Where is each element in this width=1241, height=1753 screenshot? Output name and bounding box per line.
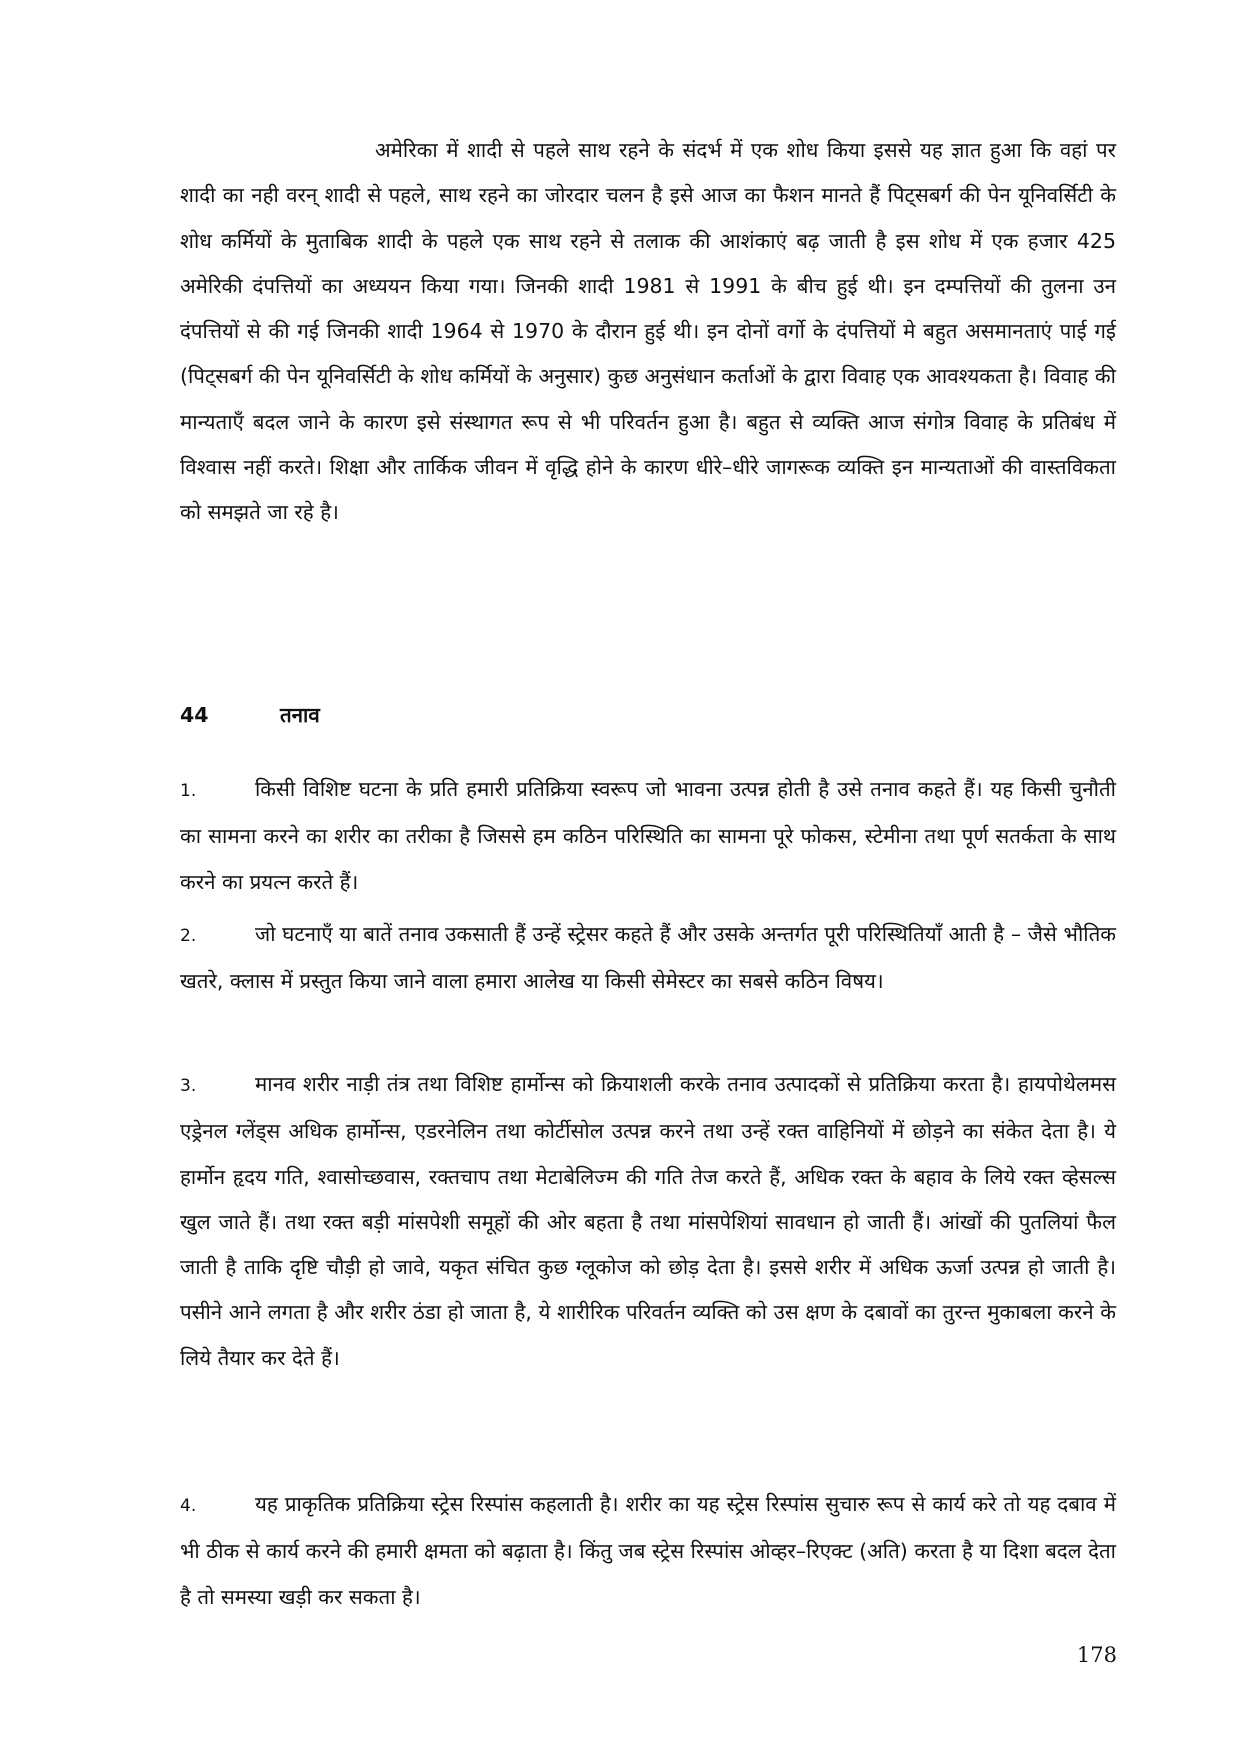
list-item-4	[180, 1482, 1116, 1620]
list-item-number: 1.	[180, 781, 197, 801]
list-item-text: किसी विशिष्ट घटना के प्रति हमारी प्रतिक्रिया स्वरूप जो भावना उत्पन्न होती है उसे तनाव कहते हैं। यह किसी चुनौती का सामना करने का शरीर का तरीका है जिससे हम कठिन परिस्थिति का सामना पूरे फोकस, स्टेमीना तथा पूर्ण सतर्कता के साथ करने का प्रयत्न करते हैं।	[180, 777, 1116, 894]
list-item-text: मानव शरीर नाड़ी तंत्र तथा विशिष्ट हार्मोन्स को क्रियाशली करके तनाव उत्पादकों से प्रतिक्रिया करता है। हायपोथेलमस एड्रेनल ग्लेंड्स अधिक हार्मोन्स, एडरनेलिन तथा कोर्टीसोल उत्पन्न करने तथा उन्हें रक्त वाहिनियों में छोड़ने का संकेत देता है। ये हार्मोन हृदय गति, श्वासोच्छवास, रक्तचाप तथा मेटाबेलिज्म की गति तेज करते हैं, अधिक रक्त के बहाव के लिये रक्त व्हेसल्स खुल जाते हैं। तथा रक्त बड़ी मांसपेशी समूहों की ओर बहता है तथा मांसपेशियां सावधान हो जाती हैं। आंखों की पुतलियां फैल जाती है ताकि दृष्टि चौड़ी हो जावे, यकृत संचित कुछ ग्लूकोज को छोड़ देता है। इससे शरीर में अधिक ऊर्जा उत्पन्न हो जाती है। पसीने आने लगता है और शरीर ठंडा हो जाता है, ये शारीरिक परिवर्तन व्यक्ति को उस क्षण के दबावों का तुरन्त मुकाबला करने के लिये तैयार कर देते हैं।	[180, 1072, 1116, 1370]
list-item-number: 2.	[180, 926, 197, 946]
list-item-text: यह प्राकृतिक प्रतिक्रिया स्ट्रेस रिस्पांस कहलाती है। शरीर का यह स्ट्रेस रिस्पांस सुचारु रूप से कार्य करे तो यह दबाव में भी ठीक से कार्य करने की हमारी क्षमता को बढ़ाता है। किंतु जब स्ट्रेस रिस्पांस ओव्हर–रिएक्ट (अति) करता है या दिशा बदल देता है तो समस्या खड़ी कर सकता है।	[180, 1492, 1116, 1609]
section-number: 44	[180, 703, 209, 727]
section-title: तनाव	[280, 703, 320, 727]
list-item-2	[180, 912, 1116, 1005]
section-heading	[180, 697, 320, 733]
page-number: 178	[1076, 1643, 1117, 1667]
list-item-number: 4.	[180, 1496, 197, 1516]
list-item-text: जो घटनाएँ या बातें तनाव उकसाती हैं उन्हें स्ट्रेसर कहते हैं और उसके अन्तर्गत पूरी परिस्थितियाँ आती है – जैसे भौतिक खतरे, क्लास में प्रस्तुत किया जाने वाला हमारा आलेख या किसी सेमेस्टर का सबसे कठिन विषय।	[180, 922, 1116, 994]
list-item-3	[180, 1062, 1116, 1381]
list-item-number: 3.	[180, 1076, 197, 1096]
list-item-1	[180, 767, 1116, 905]
intro-paragraph: अमेरिका में शादी से पहले साथ रहने के संदर्भ में एक शोध किया इससे यह ज्ञात हुआ कि वहां पर शादी का नही वरन् शादी से पहले, साथ रहने का जोरदार चलन है इसे आज का फैशन मानते हैं पिट्सबर्ग की पेन यूनिवर्सिटी के शोध कर्मियों के मुताबिक शादी के पहले एक साथ रहने से तलाक की आशंकाएं बढ़ जाती है इस शोध में एक हजार 425 अमेरिकी दंपत्तियों का अध्ययन किया गया। जिनकी शादी 1981 से 1991 के बीच हुई थी। इन दम्पत्तियों की तुलना उन दंपत्तियों से की गई जिनकी शादी 1964 से 1970 के दौरान हुई थी। इन दोनों वर्गो के दंपत्तियों मे बहुत असमानताएं पाई गई (पिट्सबर्ग की पेन यूनिवर्सिटी के शोध कर्मियों के अनुसार) कुछ अनुसंधान कर्ताओं के द्वारा विवाह एक आवश्यकता है। विवाह की मान्यताएँ बदल जाने के कारण इसे संस्थागत रूप से भी परिवर्तन हुआ है। बहुत से व्यक्ति आज संगोत्र विवाह के प्रतिबंध में विश्वास नहीं करते। शिक्षा और तार्किक जीवन में वृद्धि होने के कारण धीरे–धीरे जागरूक व्यक्ति इन मान्यताओं की वास्तविकता को समझते जा रहे है।	[180, 138, 1116, 525]
